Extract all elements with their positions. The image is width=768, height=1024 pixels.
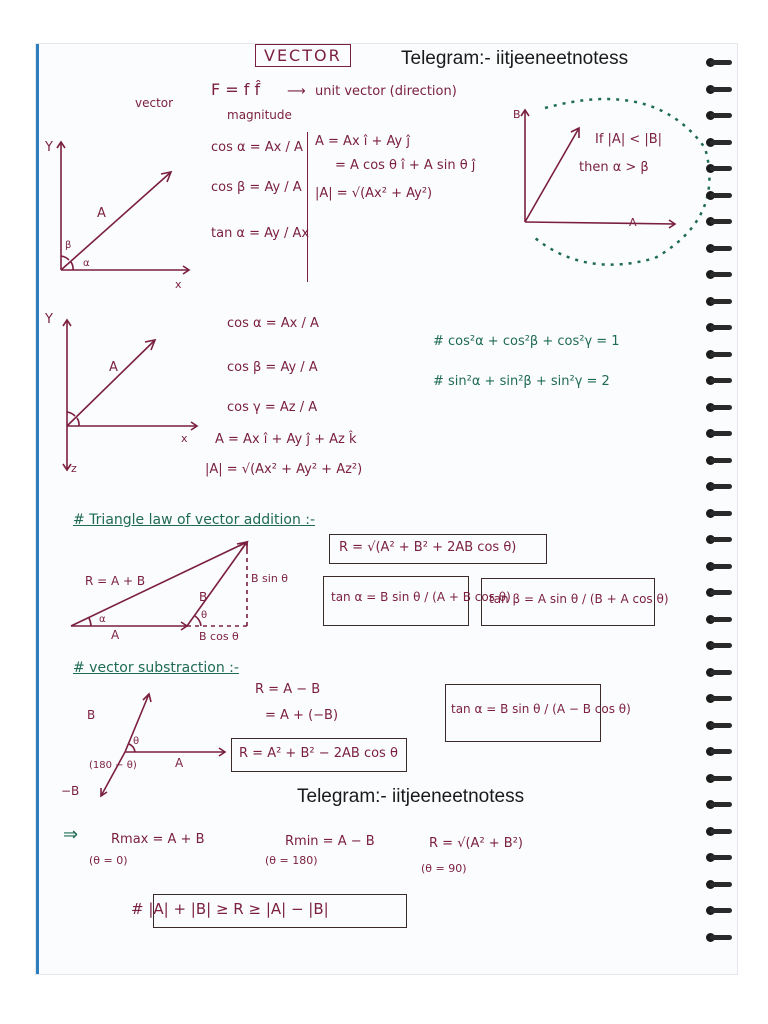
angle-alpha-label: α	[83, 258, 90, 269]
subtraction-resultant-formula: R = A² + B² − 2AB cos θ	[239, 746, 398, 761]
cos-beta-2d: cos β = Ay / A	[211, 180, 302, 195]
r-perpendicular-formula: R = √(A² + B²)	[429, 836, 524, 851]
side-vector-b-label: B	[513, 108, 521, 121]
direction-cosine-identity: # cos²α + cos²β + cos²γ = 1	[433, 334, 620, 349]
b-sin-theta-label: B sin θ	[251, 572, 289, 585]
spiral-ring	[706, 772, 734, 784]
spiral-ring	[706, 904, 734, 916]
triangle-b-label: B	[199, 590, 208, 604]
spiral-ring	[706, 83, 734, 95]
spiral-ring	[706, 374, 734, 386]
spiral-ring	[706, 613, 734, 625]
cos-alpha-2d: cos α = Ax / A	[211, 140, 303, 155]
vector-a-3d-label: A	[109, 360, 118, 375]
spiral-ring	[706, 295, 734, 307]
unit-vector-label: unit vector (direction)	[315, 84, 457, 99]
axis-y-3d-label: Y	[45, 312, 53, 327]
axis-x-label: x	[175, 278, 182, 291]
spiral-ring	[706, 666, 734, 678]
spiral-ring	[706, 480, 734, 492]
alpha-label: α	[99, 614, 106, 625]
comparison-diagram	[505, 88, 705, 268]
implies-arrow-icon: ⇒	[63, 824, 79, 845]
triangle-a-label: A	[111, 628, 120, 642]
magnitude-label: magnitude	[227, 108, 292, 122]
vector-a-3d-components: A = Ax î + Ay ĵ + Az k̂	[215, 432, 357, 447]
arrow-icon: ⟶	[287, 84, 306, 99]
spiral-ring	[706, 851, 734, 863]
side-vector-a-label: A	[629, 216, 637, 229]
notebook-page	[36, 44, 737, 974]
spiral-ring	[706, 719, 734, 731]
subtraction-a-label: A	[175, 756, 184, 770]
subtraction-line1: R = A − B	[255, 682, 321, 697]
tan-alpha-formula: tan α = B sin θ / (A + B cos θ)	[331, 590, 511, 604]
spiral-ring	[706, 189, 734, 201]
resultant-formula: R = √(A² + B² + 2AB cos θ)	[339, 540, 517, 555]
force-equation: F = f f̂	[211, 80, 261, 99]
magnitude-a-3d: |A| = √(Ax² + Ay² + Az²)	[205, 462, 363, 477]
vector-a-components: A = Ax î + Ay ĵ	[315, 134, 410, 149]
axis-z-3d-label: z	[71, 462, 77, 475]
subtraction-theta-label: θ	[133, 736, 140, 747]
axis-y-label: Y	[45, 140, 53, 155]
spiral-ring	[706, 533, 734, 545]
spiral-ring	[706, 268, 734, 280]
spiral-ring	[706, 162, 734, 174]
telegram-watermark-top: Telegram:- iitjeeneetnotess	[401, 48, 629, 69]
spiral-ring	[706, 242, 734, 254]
page-title: VECTOR	[255, 44, 351, 67]
spiral-ring	[706, 798, 734, 810]
spiral-ring	[706, 401, 734, 413]
vector-label: vector	[135, 96, 174, 110]
axis-x-3d-label: x	[181, 432, 188, 445]
spiral-ring	[706, 109, 734, 121]
vector-3d-diagram	[45, 314, 205, 484]
subtraction-heading: # vector substraction :-	[73, 660, 239, 676]
magnitude-a-2d: |A| = √(Ax² + Ay²)	[315, 186, 433, 201]
spiral-ring	[706, 931, 734, 943]
negative-b-label: −B	[61, 784, 80, 798]
spiral-ring	[706, 321, 734, 333]
spiral-binding	[706, 56, 746, 956]
telegram-watermark-middle: Telegram:- iitjeeneetnotess	[297, 786, 525, 807]
supplement-angle-label: (180 − θ)	[89, 760, 137, 771]
spiral-ring	[706, 639, 734, 651]
spiral-ring	[706, 586, 734, 598]
resultant-label: R = A + B	[85, 574, 146, 588]
spiral-ring	[706, 454, 734, 466]
subtraction-tan-formula: tan α = B sin θ / (A − B cos θ)	[451, 702, 631, 716]
rmin-condition: (θ = 180)	[265, 854, 318, 867]
spiral-ring	[706, 878, 734, 890]
spiral-ring	[706, 692, 734, 704]
vector-2d-diagram	[47, 138, 197, 288]
spiral-ring	[706, 348, 734, 360]
subtraction-diagram	[65, 690, 235, 800]
spiral-ring	[706, 215, 734, 227]
spiral-ring	[706, 427, 734, 439]
subtraction-line2: = A + (−B)	[265, 708, 339, 723]
spiral-ring	[706, 745, 734, 757]
theta-label: θ	[201, 610, 208, 621]
side-note-result: then α > β	[579, 160, 649, 175]
rmax-condition: (θ = 0)	[89, 854, 128, 867]
spiral-ring	[706, 136, 734, 148]
cos-alpha-3d: cos α = Ax / A	[227, 316, 319, 331]
tan-beta-formula: tan β = A sin θ / (B + A cos θ)	[489, 592, 669, 606]
b-cos-theta-label: B cos θ	[199, 630, 239, 643]
direction-sine-identity: # sin²α + sin²β + sin²γ = 2	[433, 374, 610, 389]
vector-a-label: A	[97, 206, 106, 221]
rmax-formula: Rmax = A + B	[111, 832, 205, 847]
vector-a-polar: = A cos θ î + A sin θ ĵ	[335, 158, 476, 173]
subtraction-b-label: B	[87, 708, 96, 722]
spiral-ring	[706, 825, 734, 837]
spiral-ring	[706, 560, 734, 572]
divider-line	[307, 132, 308, 282]
triangle-law-heading: # Triangle law of vector addition :-	[73, 512, 316, 528]
spiral-ring	[706, 507, 734, 519]
cos-gamma-3d: cos γ = Az / A	[227, 400, 318, 415]
spiral-ring	[706, 56, 734, 68]
rmin-formula: Rmin = A − B	[285, 834, 375, 849]
angle-beta-label: β	[65, 240, 72, 251]
tan-alpha-2d: tan α = Ay / Ax	[211, 226, 310, 241]
r-perpendicular-condition: (θ = 90)	[421, 862, 467, 875]
side-note-condition: If |A| < |B|	[595, 132, 663, 147]
triangle-inequality: # |A| + |B| ≥ R ≥ |A| − |B|	[131, 900, 329, 918]
cos-beta-3d: cos β = Ay / A	[227, 360, 318, 375]
